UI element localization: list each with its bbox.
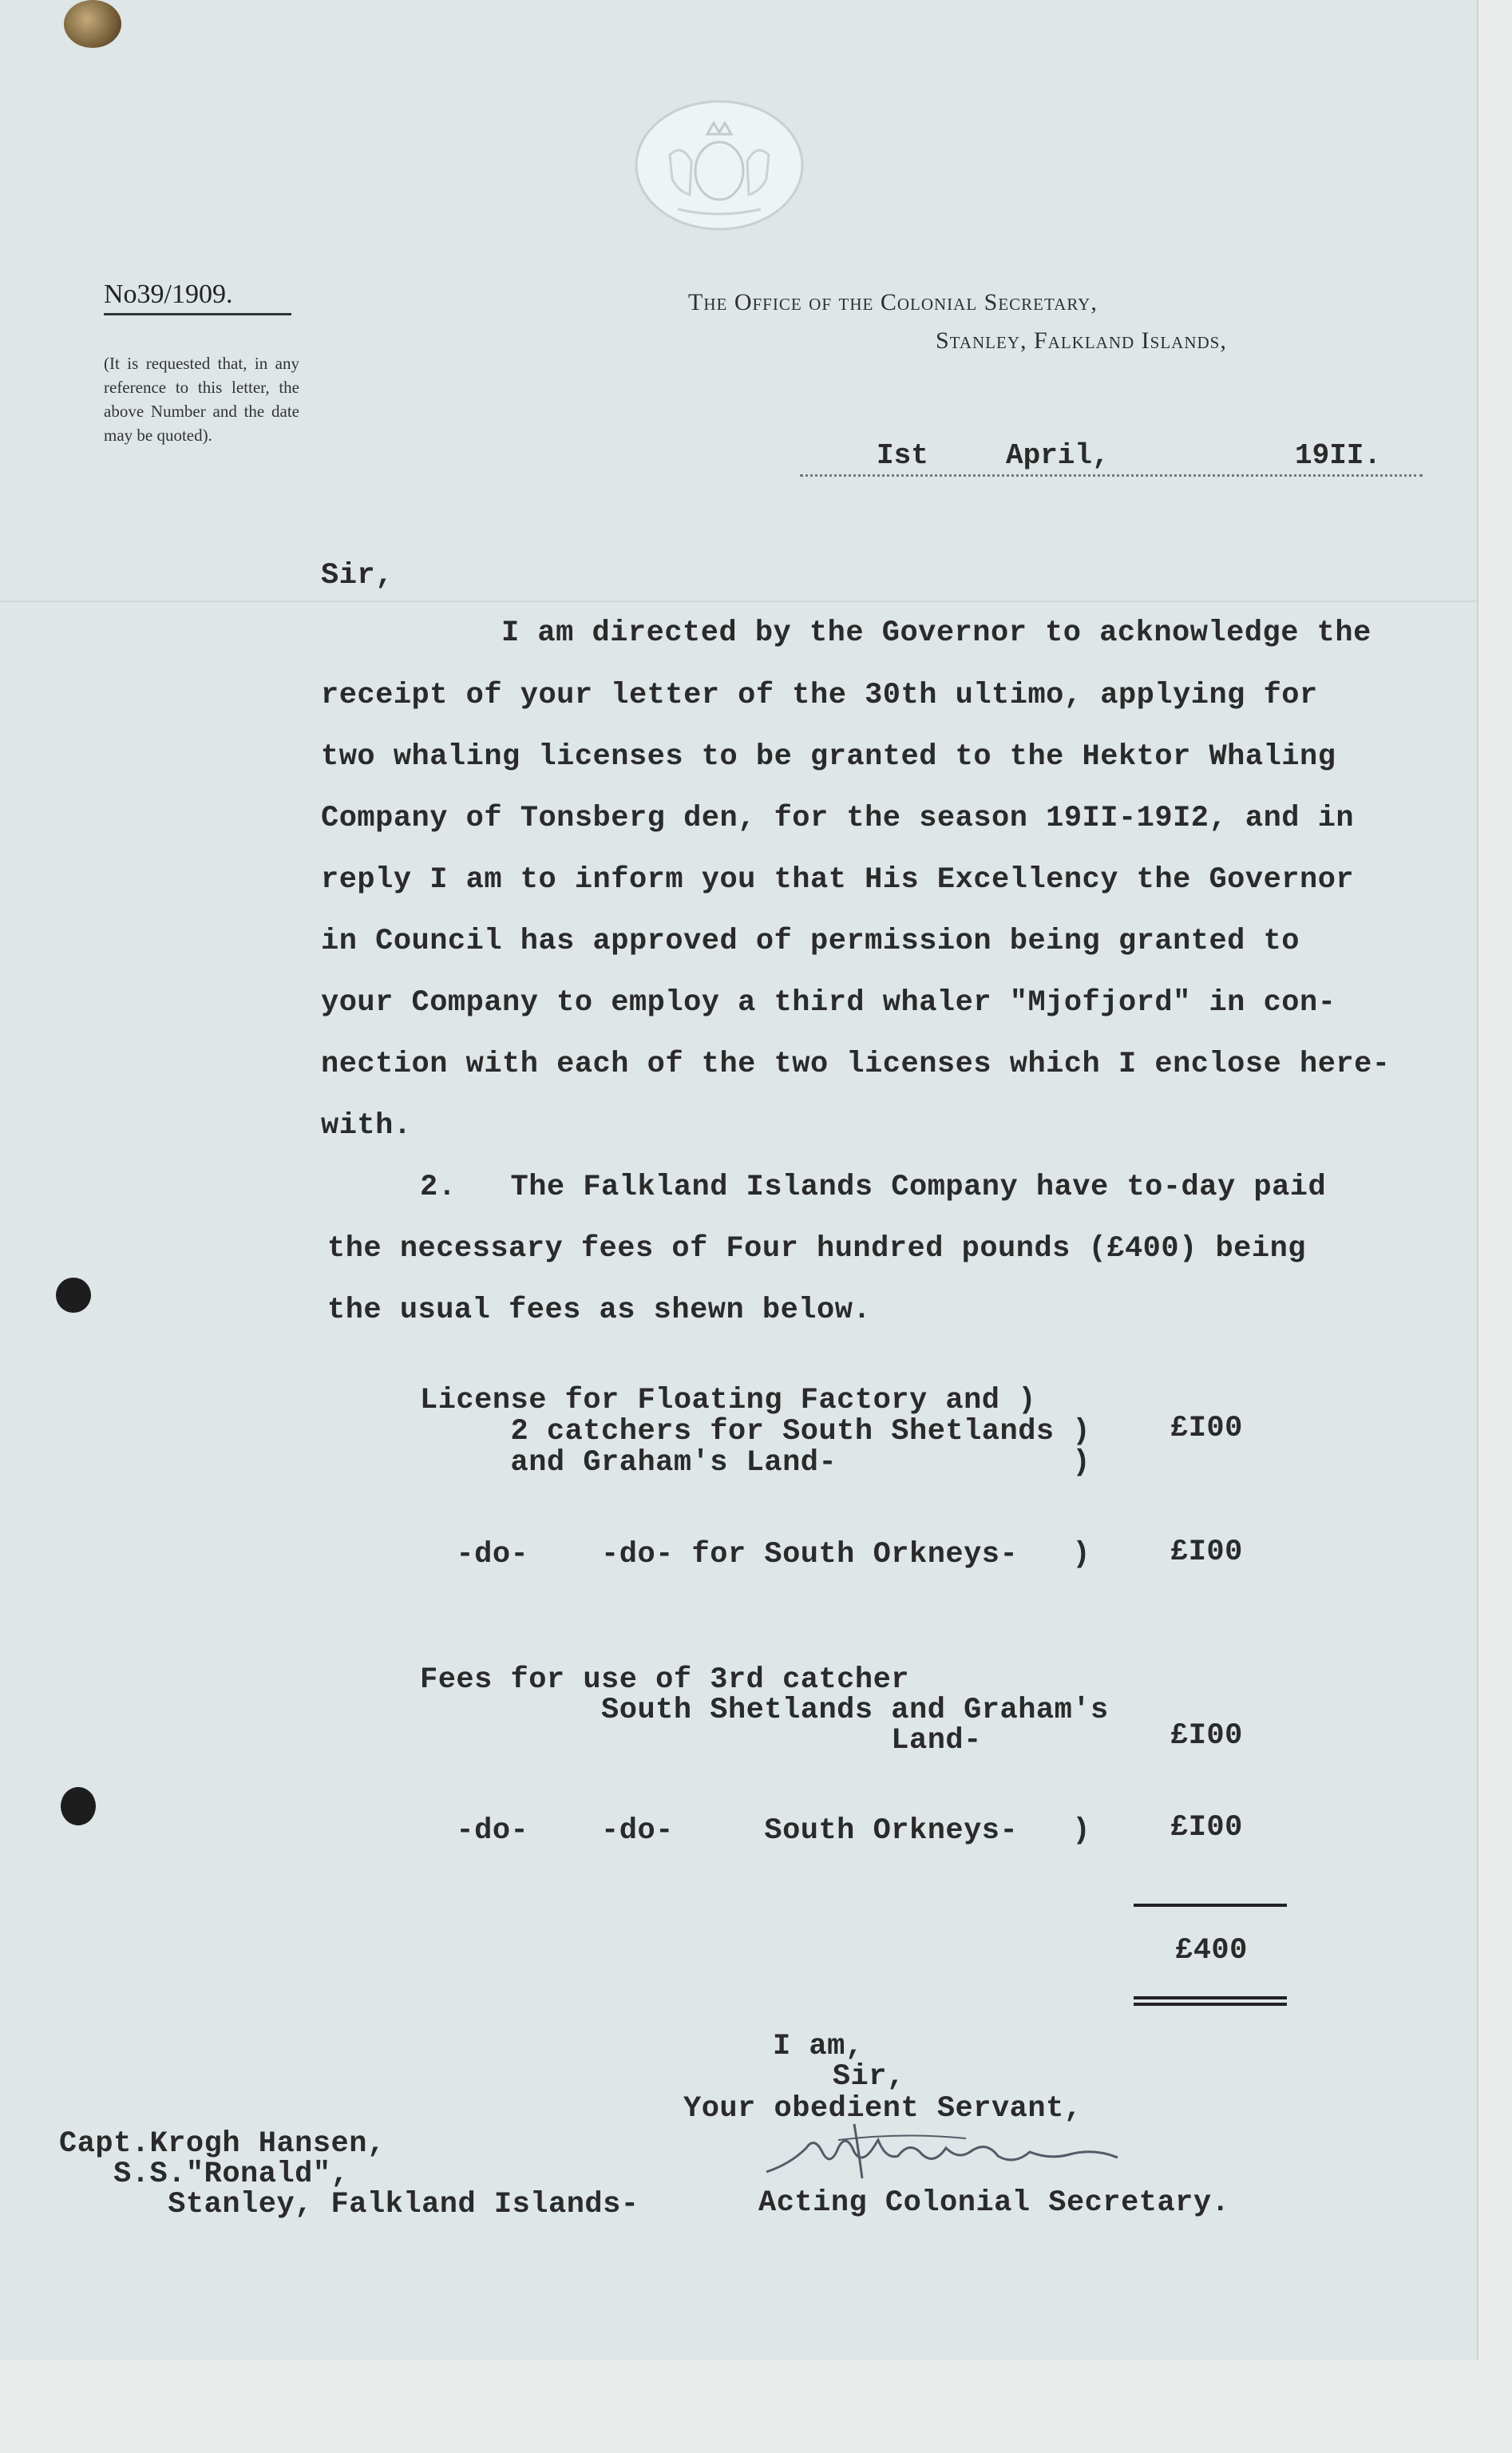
body-line: Company of Tonsberg den, for the season 19II-19I2, and in — [321, 802, 1355, 835]
embossed-crest-icon — [634, 99, 805, 232]
signatory-title: Acting Colonial Secretary. — [758, 2186, 1230, 2220]
total-rule-bottom-2 — [1134, 2003, 1287, 2006]
fee-amount: £I00 — [1170, 1536, 1243, 1569]
fee-item-line: -do- -do- South Orkneys- ) — [420, 1814, 1091, 1848]
body-line: receipt of your letter of the 30th ultimo, applying for — [321, 679, 1318, 712]
date-year: 19II. — [1295, 439, 1382, 472]
fee-amount: £I00 — [1170, 1412, 1243, 1445]
total-rule-top — [1134, 1904, 1287, 1907]
body-line: with. — [321, 1109, 412, 1143]
office-header — [688, 289, 1391, 355]
reference-note: (It is requested that, in any reference to this letter, the above Number and the date may be quoted). — [104, 354, 299, 445]
closing-line: Sir, — [760, 2060, 905, 2094]
fee-item-line: License for Floating Factory and ) — [420, 1384, 1036, 1417]
fee-item-line: South Shetlands and Graham's — [420, 1694, 1109, 1727]
letter-date — [800, 439, 1423, 477]
fee-item-line: Fees for use of 3rd catcher — [420, 1663, 909, 1697]
fees-total: £400 — [1175, 1934, 1248, 1968]
body-line: your Company to employ a third whaler "Mjofjord" in con- — [321, 986, 1336, 1020]
fee-item-line: Land- — [420, 1724, 982, 1758]
office-line-2: Stanley, Falkland Islands, — [936, 327, 1227, 354]
body-line: I am directed by the Governor to acknowledge the — [501, 616, 1371, 650]
reference-number: No39/1909. — [104, 279, 291, 315]
addressee-line: Capt.Krogh Hansen, — [59, 2127, 386, 2161]
fold-line — [0, 600, 1477, 602]
fee-item-line: -do- -do- for South Orkneys- ) — [420, 1538, 1091, 1571]
closing-line: Your obedient Servant, — [683, 2092, 1083, 2126]
fee-item-line: 2 catchers for South Shetlands ) — [420, 1415, 1091, 1448]
closing-line: I am, — [773, 2030, 864, 2063]
body-line: nection with each of the two licenses which I enclose here- — [321, 1048, 1391, 1081]
addressee-line: S.S."Ronald", — [59, 2158, 350, 2191]
body-line: in Council has approved of permission being granted to — [321, 925, 1300, 958]
body-line: reply I am to inform you that His Excellency the Governor — [321, 863, 1355, 897]
para2-line: 2. The Falkland Islands Company have to-day paid — [420, 1171, 1327, 1204]
fee-amount: £I00 — [1170, 1719, 1243, 1753]
para2-line: the usual fees as shewn below. — [327, 1294, 872, 1327]
addressee-line: Stanley, Falkland Islands- — [59, 2188, 639, 2221]
brass-pin — [64, 0, 121, 48]
date-month: April, — [1006, 439, 1110, 472]
salutation: Sir, — [321, 559, 394, 592]
date-day: Ist — [877, 439, 928, 472]
signature-image — [758, 2116, 1126, 2188]
punch-hole — [61, 1787, 96, 1825]
body-line: two whaling licenses to be granted to the Hektor Whaling — [321, 740, 1336, 774]
fee-amount: £I00 — [1170, 1811, 1243, 1845]
fee-item-line: and Graham's Land- ) — [420, 1446, 1091, 1480]
total-rule-bottom — [1134, 1996, 1287, 1999]
para2-line: the necessary fees of Four hundred pounds (£400) being — [327, 1232, 1306, 1266]
office-line-1: The Office of the Colonial Secretary, — [688, 289, 1098, 315]
punch-hole — [56, 1278, 91, 1313]
